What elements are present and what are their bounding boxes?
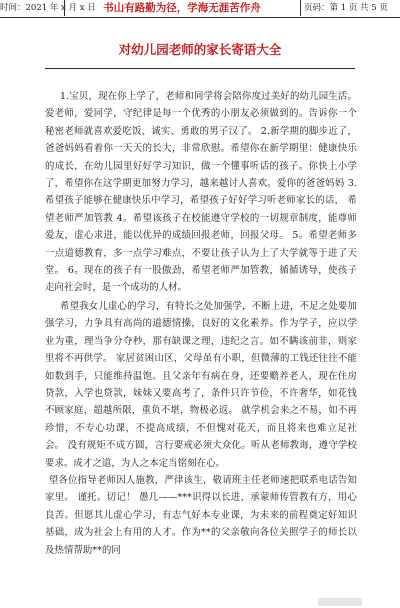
header-motto: 书山有路勤为径，学海无涯苦作舟 — [64, 0, 301, 16]
body-paragraph: 望各位指导老师因人施教，严律该生，敬请班主任老师速把联系电话告知家里。 谨托。切记！ 愚几——***识得以长进，承蒙师传管教有方，用心良苦。但愿其儿虚心学习，有志气好本专业课，为未来的前程奠定好知识基础，成为社会上有用的人才。作为**的父亲敬向各位关照学子的师长以及热情帮助**的同 — [45, 474, 357, 556]
body-paragraph: 1.宝贝，现在你上学了，老师和同学将会陪你度过美好的幼儿园生活。爱老师，爱同学，守纪律是每一个优秀的小朋友必须做到的。告诉你一个秘密老师就喜欢爱吃饭、诚实、勇敢的男子汉了。 2.新学期的脚步近了，爸爸妈妈看着你一天天的长大，非常欣慰。希望你在新学期里：健康快乐的成长，在幼儿园里好好学习知识，做一个懂事听话的孩子。你快上小学了，希望你在这学期更加努力学习，越来越讨人喜欢。爱你的爸爸妈妈 3.希望孩子能够在健康快乐中学习，希望孩子好好学习听老师家长的话， 希望老师严加管教 4。希望该孩子在校能遵守学校的一切规章制度，能尊师爱友，虚心求进，能以优异的成绩回报老师，回报父母。 5。希望老师多一点道德教育，多一点学习难点，不要让孩子认为上了大学就等于进了天堂。 6。现在的孩子有一股傲劲，希望老师严加管教，循循诱导，使孩子走向社会时，是一个成功的人材。 — [45, 91, 357, 294]
header-date: 时间：2021 年 x 月 x 日 — [0, 0, 65, 16]
title-divider — [45, 68, 355, 69]
document-title: 对幼儿园老师的家长寄语大全 — [118, 42, 282, 57]
header-page-info: 页码：第 1 页 共 5 页 — [304, 3, 388, 13]
page-header — [0, 0, 400, 18]
page-corner-mark — [318, 598, 362, 606]
document-body — [45, 88, 357, 559]
body-paragraph: 希望我女儿虚心的学习，有特长之处加强学，不断上进，不足之处要加强学习，力争具有高尚的道德情操，良好的文化素养。作为学子，应以学业为重，理当争分夺秒，那有缺课之理，违纪之言。如不瞒该前非，则家里将不再供学。 家居贫困山区，父母虽有小职，但微薄的工钱还往往不能如数到手，只能维持温饱。且父亲年有病在身，还要赡养老人，现在住房贷款，入学也贷款，妹妹又要高考了，条件只许节俭，不许奢华，如花钱不顾家庭，超越所限，重负不堪，物极必返。 就学机会来之不易，如不再珍惜，不专心功课，不提高成绩，不但愧对花天，而且将来也难立足社会。 没有规矩不成方圆，言行要戒必须大众化。听从老师教诲，遵守学校要求。成才之道，为人之本定当铭刻在心。 — [45, 300, 357, 469]
